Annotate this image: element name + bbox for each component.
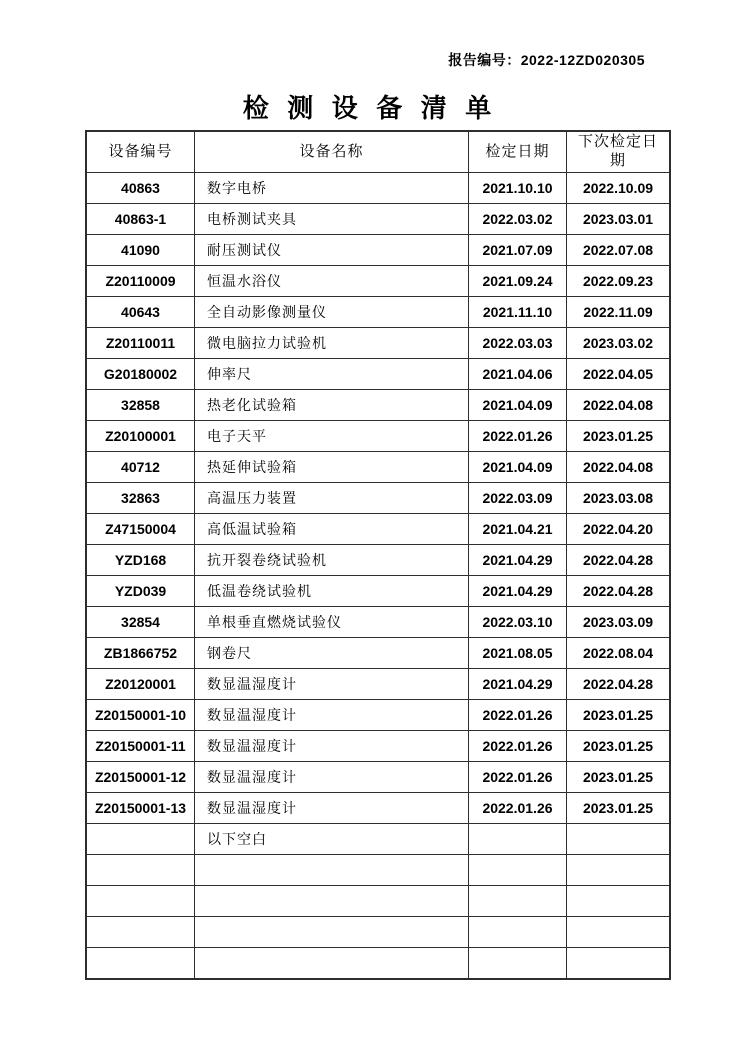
next-calibration-date-cell: 2022.07.08 xyxy=(567,235,671,266)
calibration-date-cell: 2021.04.29 xyxy=(469,669,567,700)
table-row xyxy=(86,669,670,700)
equipment-id-cell xyxy=(86,886,195,917)
equipment-id-cell xyxy=(86,855,195,886)
equipment-id-cell: 40863-1 xyxy=(86,204,195,235)
equipment-name-cell: 电桥测试夹具 xyxy=(195,204,469,235)
equipment-id-cell: 40712 xyxy=(86,452,195,483)
equipment-id-cell: Z20120001 xyxy=(86,669,195,700)
table-row xyxy=(86,514,670,545)
equipment-name-cell xyxy=(195,855,469,886)
header-next-calibration-date-label: 下次检定日期 xyxy=(577,134,658,169)
page-title: 检 测 设 备 清 单 xyxy=(242,94,498,123)
equipment-name-cell xyxy=(195,917,469,948)
table-row xyxy=(86,328,670,359)
equipment-name-cell: 高低温试验箱 xyxy=(195,514,469,545)
next-calibration-date-cell: 2022.08.04 xyxy=(567,638,671,669)
table-row xyxy=(86,173,670,204)
calibration-date-cell: 2021.10.10 xyxy=(469,173,567,204)
header-calibration-date-label: 检定日期 xyxy=(485,143,550,160)
equipment-id-cell: YZD168 xyxy=(86,545,195,576)
equipment-id-cell: 40643 xyxy=(86,297,195,328)
table-row xyxy=(86,266,670,297)
next-calibration-date-cell: 2023.03.02 xyxy=(567,328,671,359)
equipment-id-cell: Z20110011 xyxy=(86,328,195,359)
calibration-date-cell: 2021.04.21 xyxy=(469,514,567,545)
equipment-id-cell: G20180002 xyxy=(86,359,195,390)
equipment-name-cell: 热延伸试验箱 xyxy=(195,452,469,483)
table-row xyxy=(86,948,670,980)
table-row xyxy=(86,917,670,948)
equipment-id-cell: 41090 xyxy=(86,235,195,266)
table-row xyxy=(86,235,670,266)
header-equipment-id xyxy=(86,131,195,173)
equipment-id-cell: Z20110009 xyxy=(86,266,195,297)
next-calibration-date-cell: 2023.01.25 xyxy=(567,793,671,824)
report-number: 报告编号：2022-12ZD020305 xyxy=(448,52,645,68)
table-row xyxy=(86,452,670,483)
equipment-table xyxy=(85,130,671,980)
table-row xyxy=(86,607,670,638)
calibration-date-cell: 2021.04.29 xyxy=(469,545,567,576)
equipment-name-cell: 单根垂直燃烧试验仪 xyxy=(195,607,469,638)
table-row xyxy=(86,390,670,421)
equipment-id-cell: Z20150001-13 xyxy=(86,793,195,824)
equipment-id-cell xyxy=(86,917,195,948)
equipment-name-cell: 数显温湿度计 xyxy=(195,793,469,824)
equipment-name-cell: 数显温湿度计 xyxy=(195,731,469,762)
calibration-date-cell: 2021.08.05 xyxy=(469,638,567,669)
equipment-name-cell xyxy=(195,948,469,980)
equipment-name-cell: 抗开裂卷绕试验机 xyxy=(195,545,469,576)
next-calibration-date-cell: 2022.04.08 xyxy=(567,452,671,483)
header-calibration-date xyxy=(469,131,567,173)
next-calibration-date-cell: 2023.01.25 xyxy=(567,700,671,731)
equipment-name-cell: 钢卷尺 xyxy=(195,638,469,669)
next-calibration-date-cell: 2023.01.25 xyxy=(567,421,671,452)
equipment-name-cell: 热老化试验箱 xyxy=(195,390,469,421)
next-calibration-date-cell: 2023.01.25 xyxy=(567,731,671,762)
table-header-row xyxy=(86,131,670,173)
header-next-calibration-date xyxy=(567,131,671,173)
table-row xyxy=(86,421,670,452)
next-calibration-date-cell: 2022.10.09 xyxy=(567,173,671,204)
table-row xyxy=(86,855,670,886)
table-row xyxy=(86,731,670,762)
next-calibration-date-cell: 2022.04.20 xyxy=(567,514,671,545)
next-calibration-date-cell xyxy=(567,948,671,980)
calibration-date-cell: 2021.04.09 xyxy=(469,452,567,483)
equipment-id-cell: Z20150001-11 xyxy=(86,731,195,762)
next-calibration-date-cell: 2022.11.09 xyxy=(567,297,671,328)
next-calibration-date-cell: 2022.04.28 xyxy=(567,576,671,607)
table-body xyxy=(86,173,670,980)
calibration-date-cell: 2022.03.02 xyxy=(469,204,567,235)
table-row xyxy=(86,483,670,514)
equipment-id-cell: Z20150001-10 xyxy=(86,700,195,731)
equipment-name-cell: 耐压测试仪 xyxy=(195,235,469,266)
calibration-date-cell xyxy=(469,824,567,855)
equipment-id-cell: 32858 xyxy=(86,390,195,421)
equipment-name-cell: 以下空白 xyxy=(195,824,469,855)
table-row xyxy=(86,204,670,235)
calibration-date-cell xyxy=(469,948,567,980)
equipment-name-cell: 高温压力装置 xyxy=(195,483,469,514)
calibration-date-cell: 2021.04.06 xyxy=(469,359,567,390)
next-calibration-date-cell: 2022.04.28 xyxy=(567,545,671,576)
calibration-date-cell xyxy=(469,917,567,948)
equipment-name-cell xyxy=(195,886,469,917)
calibration-date-cell: 2022.01.26 xyxy=(469,731,567,762)
table-row xyxy=(86,545,670,576)
equipment-name-cell: 电子天平 xyxy=(195,421,469,452)
next-calibration-date-cell: 2022.09.23 xyxy=(567,266,671,297)
equipment-id-cell xyxy=(86,948,195,980)
table-row xyxy=(86,824,670,855)
equipment-name-cell: 恒温水浴仪 xyxy=(195,266,469,297)
next-calibration-date-cell xyxy=(567,917,671,948)
calibration-date-cell: 2022.03.09 xyxy=(469,483,567,514)
equipment-name-cell: 数字电桥 xyxy=(195,173,469,204)
calibration-date-cell xyxy=(469,855,567,886)
header-equipment-name-label: 设备名称 xyxy=(299,143,364,160)
calibration-date-cell: 2022.03.10 xyxy=(469,607,567,638)
header-equipment-name xyxy=(195,131,469,173)
calibration-date-cell: 2021.04.29 xyxy=(469,576,567,607)
calibration-date-cell: 2021.11.10 xyxy=(469,297,567,328)
calibration-date-cell: 2022.01.26 xyxy=(469,700,567,731)
equipment-id-cell: 32863 xyxy=(86,483,195,514)
next-calibration-date-cell: 2022.04.28 xyxy=(567,669,671,700)
table-row xyxy=(86,762,670,793)
next-calibration-date-cell: 2023.03.01 xyxy=(567,204,671,235)
equipment-name-cell: 微电脑拉力试验机 xyxy=(195,328,469,359)
equipment-id-cell: Z47150004 xyxy=(86,514,195,545)
table-row xyxy=(86,359,670,390)
next-calibration-date-cell: 2023.03.09 xyxy=(567,607,671,638)
next-calibration-date-cell xyxy=(567,855,671,886)
equipment-name-cell: 伸率尺 xyxy=(195,359,469,390)
calibration-date-cell: 2022.01.26 xyxy=(469,421,567,452)
table-row xyxy=(86,700,670,731)
table-row xyxy=(86,297,670,328)
next-calibration-date-cell: 2022.04.08 xyxy=(567,390,671,421)
calibration-date-cell: 2021.07.09 xyxy=(469,235,567,266)
equipment-name-cell: 数显温湿度计 xyxy=(195,669,469,700)
next-calibration-date-cell: 2023.01.25 xyxy=(567,762,671,793)
table-row xyxy=(86,576,670,607)
equipment-id-cell: Z20100001 xyxy=(86,421,195,452)
equipment-id-cell: Z20150001-12 xyxy=(86,762,195,793)
calibration-date-cell: 2021.04.09 xyxy=(469,390,567,421)
table-row xyxy=(86,886,670,917)
table-row xyxy=(86,793,670,824)
table-row xyxy=(86,638,670,669)
next-calibration-date-cell xyxy=(567,886,671,917)
equipment-id-cell: ZB1866752 xyxy=(86,638,195,669)
equipment-name-cell: 数显温湿度计 xyxy=(195,762,469,793)
equipment-id-cell: 32854 xyxy=(86,607,195,638)
next-calibration-date-cell xyxy=(567,824,671,855)
calibration-date-cell: 2022.01.26 xyxy=(469,762,567,793)
calibration-date-cell: 2021.09.24 xyxy=(469,266,567,297)
next-calibration-date-cell: 2023.03.08 xyxy=(567,483,671,514)
equipment-name-cell: 数显温湿度计 xyxy=(195,700,469,731)
calibration-date-cell: 2022.03.03 xyxy=(469,328,567,359)
equipment-id-cell: 40863 xyxy=(86,173,195,204)
equipment-name-cell: 全自动影像测量仪 xyxy=(195,297,469,328)
equipment-id-cell: YZD039 xyxy=(86,576,195,607)
next-calibration-date-cell: 2022.04.05 xyxy=(567,359,671,390)
equipment-id-cell xyxy=(86,824,195,855)
calibration-date-cell xyxy=(469,886,567,917)
calibration-date-cell: 2022.01.26 xyxy=(469,793,567,824)
header-equipment-id-label: 设备编号 xyxy=(108,143,173,160)
equipment-name-cell: 低温卷绕试验机 xyxy=(195,576,469,607)
